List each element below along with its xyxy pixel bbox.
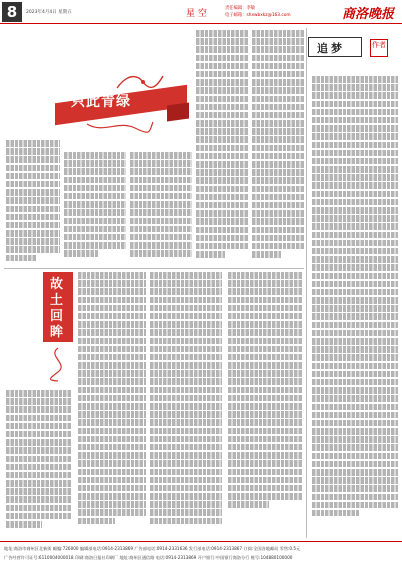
author-seal: 作者: [370, 39, 388, 57]
footer-contact-line: 地址:商洛市商州区北新街 邮编:726000 编辑部电话:0914-2313869 广告部电话:0914-2331636 发行部电话:0914-2313867 订阅:全国各地邮局 零售:0.5元: [4, 546, 301, 551]
right-article-title: 追梦: [317, 42, 345, 55]
middle-article-title-banner: [43, 272, 73, 384]
page-number: 8: [2, 2, 22, 22]
issue-date: 2023年4月4日 星期五: [26, 10, 72, 15]
middle-article-title: 故土回眸: [50, 277, 64, 340]
newspaper-logo: 商洛晚报: [341, 7, 394, 22]
right-article-body: [312, 76, 398, 538]
footer-license-line: 广告经营许可证号:6110004000018 印刷:商洛日报社印刷厂 地址:商州区通信路 电话:0914-2313869 开户银行:中国银行商洛分行 账号:104880100000: [4, 555, 293, 560]
flourish-ornament-icon: [85, 120, 155, 134]
page-header: [0, 0, 402, 24]
lead-article-body: [196, 30, 248, 266]
page-footer: [0, 541, 402, 565]
lead-article-body: [64, 152, 126, 266]
lead-article-title: 只此青绿: [71, 94, 131, 110]
lead-article-body: [130, 152, 192, 266]
middle-article-body: [150, 272, 222, 538]
section-divider: [4, 268, 304, 269]
editor-info: [225, 5, 291, 19]
lead-article-title-banner: [55, 68, 187, 140]
lead-article-body: [6, 140, 60, 266]
column-title: 星空: [186, 9, 211, 19]
middle-article-body: [228, 272, 302, 538]
middle-article-body: [6, 390, 72, 538]
editor-name: 责任编辑：李敏: [225, 6, 256, 11]
flourish-ornament-icon: [45, 346, 71, 382]
lead-article-body: [252, 30, 304, 266]
column-divider: [306, 28, 307, 538]
editor-email: 电子邮箱：shxwbxkz@163.com: [225, 13, 291, 18]
right-article-title-box: [308, 37, 362, 57]
middle-article-body: [78, 272, 146, 538]
